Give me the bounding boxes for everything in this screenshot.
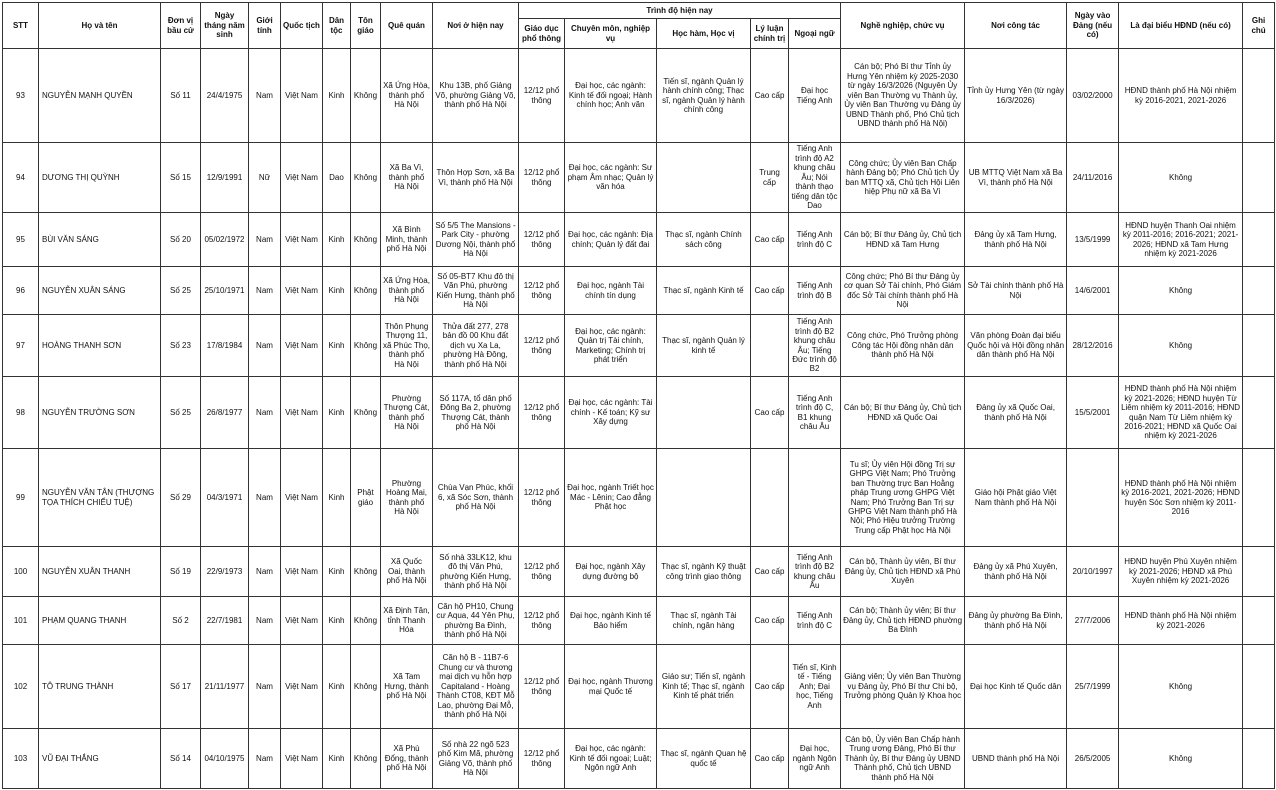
cell-unit: Số 29 [161,449,201,547]
cell-religion: Không [351,547,381,597]
cell-workplace: Văn phòng Đoàn đại biểu Quốc hội và Hội đồng nhân dân thành phố Hà Nội [965,315,1067,377]
cell-party-date: 27/7/2006 [1067,597,1119,645]
cell-delegate: HĐND thành phố Hà Nội nhiệm kỳ 2016-2021, 2021-2026; HĐND huyện Sóc Sơn nhiệm kỳ 2011-2016 [1119,449,1243,547]
cell-politics: Cao cấp [751,267,789,315]
cell-hometown: Xã Bình Minh, thành phố Hà Nội [381,213,433,267]
cell-politics: Cao cấp [751,377,789,449]
cell-gender: Nam [249,315,281,377]
cell-stt: 101 [3,597,39,645]
cell-ethnicity: Kinh [323,315,351,377]
cell-workplace: Đảng ủy xã Tam Hưng, thành phố Hà Nội [965,213,1067,267]
cell-stt: 103 [3,729,39,789]
cell-workplace: Đảng ủy phường Ba Đình, thành phố Hà Nội [965,597,1067,645]
cell-specialty: Đại học, các ngành: Kinh tế đối ngoại; Hành chính học; Anh văn [565,49,657,143]
cell-ethnicity: Dao [323,143,351,213]
cell-edu: 12/12 phổ thông [519,645,565,729]
cell-dob: 22/9/1973 [201,547,249,597]
header-delegate: Là đại biểu HĐND (nếu có) [1119,3,1243,49]
cell-residence: Chùa Vạn Phúc, khối 6, xã Sóc Sơn, thành phố Hà Nội [433,449,519,547]
cell-stt: 100 [3,547,39,597]
cell-dob: 04/10/1975 [201,729,249,789]
cell-specialty: Đại học, các ngành: Địa chính; Quản lý đất đai [565,213,657,267]
cell-workplace: Đảng ủy xã Phú Xuyên, thành phố Hà Nội [965,547,1067,597]
cell-dob: 25/10/1971 [201,267,249,315]
cell-religion: Không [351,729,381,789]
header-edu: Giáo dục phổ thông [519,19,565,49]
cell-party-date: 28/12/2016 [1067,315,1119,377]
cell-note [1243,315,1275,377]
table-header [3,3,1275,49]
cell-stt: 102 [3,645,39,729]
cell-religion: Không [351,645,381,729]
cell-language: Tiếng Anh trình độ A2 khung châu Âu; Nói thành thạo tiếng dân tộc Dao [789,143,841,213]
cell-edu: 12/12 phổ thông [519,729,565,789]
cell-language: Tiếng Anh trình độ C, B1 khung châu Âu [789,377,841,449]
table-row [3,377,1275,449]
cell-gender: Nam [249,377,281,449]
cell-hometown: Xã Ứng Hòa, thành phố Hà Nội [381,49,433,143]
cell-unit: Số 11 [161,49,201,143]
cell-degree: Giáo sư; Tiến sĩ, ngành Kinh tế; Thạc sĩ, ngành Kinh tế phát triển [657,645,751,729]
cell-party-date: 20/10/1997 [1067,547,1119,597]
cell-degree: Thạc sĩ, ngành Quan hệ quốc tế [657,729,751,789]
cell-job: Tu sĩ; Ủy viên Hội đồng Trị sự GHPG Việt Nam; Phó Trưởng ban Thường trực Ban Hoằng pháp Trung ương GHPG Việt Nam; Phó Trưởng Ban Trị sự GHPG Việt Nam thành phố Hà Nội; Phó Hiệu trưởng Trường Trung cấp Phật học Hà Nội [841,449,965,547]
header-unit: Đơn vị bầu cử [161,3,201,49]
header-stt: STT [3,3,39,49]
cell-name: NGUYỄN MẠNH QUYỀN [39,49,161,143]
cell-ethnicity: Kinh [323,547,351,597]
cell-delegate: Không [1119,729,1243,789]
cell-politics [751,315,789,377]
cell-name: PHẠM QUANG THANH [39,597,161,645]
cell-hometown: Phường Hoàng Mai, thành phố Hà Nội [381,449,433,547]
cell-unit: Số 15 [161,143,201,213]
cell-job: Công chức; Phó Bí thư Đảng ủy cơ quan Sở Tài chính, Phó Giám đốc Sở Tài chính thành phố Hà Nội [841,267,965,315]
cell-job: Cán bộ; Phó Bí thư Tỉnh ủy Hưng Yên nhiệm kỳ 2025-2030 từ ngày 16/3/2026 (Nguyên Ủy viên Ban Thường vụ Thành ủy, Ủy viên Ban Thường vụ Đảng ủy UBND Thành phố, Phó Chủ tịch UBND thành phố Hà Nội) [841,49,965,143]
cell-degree: Thạc sĩ, ngành Quản lý kinh tế [657,315,751,377]
header-specialty: Chuyên môn, nghiệp vụ [565,19,657,49]
cell-nationality: Việt Nam [281,143,323,213]
cell-edu: 12/12 phổ thông [519,377,565,449]
cell-edu: 12/12 phổ thông [519,315,565,377]
cell-note [1243,547,1275,597]
cell-party-date [1067,449,1119,547]
cell-dob: 26/8/1977 [201,377,249,449]
header-party-date: Ngày vào Đảng (nếu có) [1067,3,1119,49]
cell-politics: Cao cấp [751,597,789,645]
cell-gender: Nam [249,449,281,547]
table-row [3,49,1275,143]
cell-language [789,449,841,547]
header-language: Ngoại ngữ [789,19,841,49]
cell-specialty: Đại học, các ngành: Quản trị Tài chính, Marketing; Chính trị phát triển [565,315,657,377]
cell-stt: 94 [3,143,39,213]
header-nationality: Quốc tịch [281,3,323,49]
cell-residence: Số 5/5 The Mansions - Park City - phường Dương Nội, thành phố Hà Nội [433,213,519,267]
table-row [3,267,1275,315]
cell-party-date: 25/7/1999 [1067,645,1119,729]
cell-nationality: Việt Nam [281,597,323,645]
cell-dob: 04/3/1971 [201,449,249,547]
cell-stt: 93 [3,49,39,143]
cell-residence: Thửa đất 277, 278 bản đồ 00 Khu đất dịch vụ Xa La, phường Hà Đông, thành phố Hà Nội [433,315,519,377]
cell-delegate: HĐND thành phố Hà Nội nhiệm kỳ 2021-2026 [1119,597,1243,645]
cell-unit: Số 25 [161,267,201,315]
cell-degree: Tiến sĩ, ngành Quản lý hành chính công; Thạc sĩ, ngành Quản lý hành chính công [657,49,751,143]
cell-gender: Nam [249,49,281,143]
cell-note [1243,729,1275,789]
cell-note [1243,449,1275,547]
header-degree: Học hàm, Học vị [657,19,751,49]
cell-religion: Không [351,213,381,267]
cell-nationality: Việt Nam [281,729,323,789]
cell-politics: Cao cấp [751,49,789,143]
cell-unit: Số 17 [161,645,201,729]
cell-ethnicity: Kinh [323,729,351,789]
cell-unit: Số 23 [161,315,201,377]
table-row [3,597,1275,645]
cell-edu: 12/12 phổ thông [519,143,565,213]
cell-name: TÔ TRUNG THÀNH [39,645,161,729]
cell-nationality: Việt Nam [281,547,323,597]
cell-delegate: Không [1119,645,1243,729]
cell-politics [751,449,789,547]
cell-nationality: Việt Nam [281,267,323,315]
cell-stt: 99 [3,449,39,547]
cell-degree: Thạc sĩ, ngành Kinh tế [657,267,751,315]
cell-hometown: Xã Quốc Oai, thành phố Hà Nội [381,547,433,597]
cell-delegate: HĐND huyện Phú Xuyên nhiệm kỳ 2021-2026; HĐND xã Phú Xuyên nhiệm kỳ 2021-2026 [1119,547,1243,597]
cell-politics: Cao cấp [751,645,789,729]
cell-gender: Nam [249,729,281,789]
cell-edu: 12/12 phổ thông [519,547,565,597]
cell-gender: Nam [249,645,281,729]
cell-edu: 12/12 phổ thông [519,449,565,547]
cell-unit: Số 19 [161,547,201,597]
cell-specialty: Đại học, các ngành: Tài chính - Kế toán; Kỹ sư Xây dựng [565,377,657,449]
table-row [3,449,1275,547]
cell-dob: 05/02/1972 [201,213,249,267]
cell-politics: Cao cấp [751,547,789,597]
cell-nationality: Việt Nam [281,377,323,449]
cell-party-date: 14/6/2001 [1067,267,1119,315]
cell-edu: 12/12 phổ thông [519,597,565,645]
table-row [3,143,1275,213]
cell-workplace: Sở Tài chính thành phố Hà Nội [965,267,1067,315]
cell-language: Tiếng Anh trình độ B2 khung châu Âu; Tiếng Đức trình độ B2 [789,315,841,377]
cell-name: NGUYỄN TRƯỜNG SƠN [39,377,161,449]
cell-residence: Số 117A, tổ dân phố Đông Ba 2, phường Thượng Cát, thành phố Hà Nội [433,377,519,449]
cell-religion: Không [351,315,381,377]
cell-name: NGUYỄN XUÂN SÁNG [39,267,161,315]
cell-gender: Nam [249,547,281,597]
cell-delegate: Không [1119,143,1243,213]
cell-residence: Số nhà 33LK12, khu đô thị Văn Phú, phường Kiến Hưng, thành phố Hà Nội [433,547,519,597]
cell-hometown: Xã Ứng Hòa, thành phố Hà Nội [381,267,433,315]
cell-party-date: 24/11/2016 [1067,143,1119,213]
cell-job: Cán bộ, Thành ủy viên, Bí thư Đảng ủy, Chủ tịch HĐND xã Phú Xuyên [841,547,965,597]
cell-gender: Nam [249,267,281,315]
header-dob: Ngày tháng năm sinh [201,3,249,49]
table-row [3,645,1275,729]
cell-delegate: Không [1119,267,1243,315]
cell-name: BÙI VĂN SÁNG [39,213,161,267]
cell-note [1243,267,1275,315]
cell-dob: 21/11/1977 [201,645,249,729]
cell-note [1243,213,1275,267]
cell-party-date: 03/02/2000 [1067,49,1119,143]
cell-delegate: Không [1119,315,1243,377]
cell-party-date: 15/5/2001 [1067,377,1119,449]
cell-delegate: HĐND thành phố Hà Nội nhiệm kỳ 2016-2021, 2021-2026 [1119,49,1243,143]
cell-stt: 97 [3,315,39,377]
cell-hometown: Thôn Phụng Thượng 11, xã Phúc Thọ, thành phố Hà Nội [381,315,433,377]
cell-specialty: Đại học, các ngành: Sư phạm Âm nhạc; Quản lý văn hóa [565,143,657,213]
cell-specialty: Đại học, các ngành: Kinh tế đối ngoại; Luật; Ngôn ngữ Anh [565,729,657,789]
cell-residence: Căn hộ B - 11B7-6 Chung cư và thương mại dịch vụ hỗn hợp Capitaland - Hoàng Thành CT08, KĐT Mỗ Lao, phường Đại Mỗ, thành phố Hà Nội [433,645,519,729]
candidate-table [2,2,1275,789]
cell-ethnicity: Kinh [323,267,351,315]
cell-note [1243,597,1275,645]
cell-specialty: Đại học, ngành Kinh tế Bảo hiểm [565,597,657,645]
cell-nationality: Việt Nam [281,315,323,377]
cell-dob: 12/9/1991 [201,143,249,213]
cell-politics: Cao cấp [751,213,789,267]
cell-politics: Cao cấp [751,729,789,789]
cell-delegate: HĐND thành phố Hà Nội nhiệm kỳ 2021-2026; HĐND huyện Từ Liêm nhiệm kỳ 2011-2016; HĐND quận Nam Từ Liêm nhiệm kỳ 2016-2021; HĐND xã Quốc Oai nhiệm kỳ 2021-2026 [1119,377,1243,449]
cell-edu: 12/12 phổ thông [519,267,565,315]
header-level-group: Trình độ hiện nay [519,3,841,19]
header-gender: Giới tính [249,3,281,49]
cell-residence: Thôn Hợp Sơn, xã Ba Vì, thành phố Hà Nội [433,143,519,213]
cell-note [1243,377,1275,449]
cell-hometown: Xã Phù Đổng, thành phố Hà Nội [381,729,433,789]
cell-degree [657,377,751,449]
cell-language: Tiếng Anh trình độ B [789,267,841,315]
cell-name: NGUYỄN VĂN TÂN (THƯỢNG TỌA THÍCH CHIẾU TUỆ) [39,449,161,547]
table-row [3,547,1275,597]
cell-specialty: Đại học, ngành Thương mại Quốc tế [565,645,657,729]
cell-language: Tiếng Anh trình độ C [789,597,841,645]
cell-gender: Nữ [249,143,281,213]
cell-hometown: Xã Ba Vì, thành phố Hà Nội [381,143,433,213]
cell-dob: 24/4/1975 [201,49,249,143]
cell-language: Tiến sĩ, Kinh tế - Tiếng Anh; Đại học, Tiếng Anh [789,645,841,729]
cell-specialty: Đại học, ngành Triết học Mác - Lênin; Cao đẳng Phật học [565,449,657,547]
cell-stt: 96 [3,267,39,315]
cell-ethnicity: Kinh [323,597,351,645]
cell-stt: 95 [3,213,39,267]
cell-unit: Số 2 [161,597,201,645]
header-ethnicity: Dân tộc [323,3,351,49]
header-name: Họ và tên [39,3,161,49]
cell-workplace: UBND thành phố Hà Nội [965,729,1067,789]
cell-ethnicity: Kinh [323,213,351,267]
cell-party-date: 26/5/2005 [1067,729,1119,789]
cell-religion: Phật giáo [351,449,381,547]
cell-gender: Nam [249,213,281,267]
cell-job: Cán bộ; Bí thư Đảng ủy, Chủ tịch HĐND xã Tam Hưng [841,213,965,267]
cell-hometown: Phường Thượng Cát, thành phố Hà Nội [381,377,433,449]
cell-residence: Khu 13B, phố Giảng Võ, phường Giảng Võ, thành phố Hà Nội [433,49,519,143]
cell-language: Tiếng Anh trình độ B2 khung châu Âu [789,547,841,597]
cell-note [1243,645,1275,729]
cell-job: Cán bộ; Thành ủy viên; Bí thư Đảng ủy, Chủ tịch HĐND phường Ba Đình [841,597,965,645]
cell-job: Giảng viên; Ủy viên Ban Thường vụ Đảng ủy, Phó Bí thư Chi bộ, Trưởng phòng Quản lý Khoa học [841,645,965,729]
cell-note [1243,143,1275,213]
cell-religion: Không [351,49,381,143]
cell-politics: Trung cấp [751,143,789,213]
cell-dob: 17/8/1984 [201,315,249,377]
cell-residence: Số nhà 22 ngõ 523 phố Kim Mã, phường Giảng Võ, thành phố Hà Nội [433,729,519,789]
cell-religion: Không [351,267,381,315]
cell-degree [657,143,751,213]
header-residence: Nơi ở hiện nay [433,3,519,49]
cell-language: Tiếng Anh trình độ C [789,213,841,267]
cell-workplace: UB MTTQ Việt Nam xã Ba Vì, thành phố Hà Nội [965,143,1067,213]
cell-job: Công chức, Phó Trưởng phòng Công tác Hội đồng nhân dân thành phố Hà Nội [841,315,965,377]
cell-job: Công chức; Ủy viên Ban Chấp hành Đảng bộ; Phó Chủ tịch Ủy ban MTTQ xã, Chủ tịch Hội Liên hiệp Phụ nữ xã Ba Vì [841,143,965,213]
header-hometown: Quê quán [381,3,433,49]
cell-language: Đại học Tiếng Anh [789,49,841,143]
header-note: Ghi chú [1243,3,1275,49]
cell-nationality: Việt Nam [281,645,323,729]
cell-stt: 98 [3,377,39,449]
cell-job: Cán bộ; Bí thư Đảng ủy, Chủ tịch HĐND xã Quốc Oai [841,377,965,449]
cell-residence: Căn hộ PH10, Chung cư Aqua, 44 Yên Phụ, phường Ba Đình, thành phố Hà Nội [433,597,519,645]
cell-nationality: Việt Nam [281,49,323,143]
cell-nationality: Việt Nam [281,213,323,267]
header-politics: Lý luận chính trị [751,19,789,49]
cell-specialty: Đại học, ngành Xây dựng đường bộ [565,547,657,597]
cell-party-date: 13/5/1999 [1067,213,1119,267]
header-job: Nghề nghiệp, chức vụ [841,3,965,49]
cell-name: VŨ ĐẠI THẮNG [39,729,161,789]
cell-edu: 12/12 phổ thông [519,213,565,267]
cell-workplace: Đảng ủy xã Quốc Oai, thành phố Hà Nội [965,377,1067,449]
cell-gender: Nam [249,597,281,645]
header-religion: Tôn giáo [351,3,381,49]
table-body [3,49,1275,789]
cell-job: Cán bộ, Ủy viên Ban Chấp hành Trung ương Đảng, Phó Bí thư Thành ủy, Bí thư Đảng ủy UBND Thành phố, Chủ tịch UBND thành phố Hà Nội [841,729,965,789]
cell-ethnicity: Kinh [323,49,351,143]
cell-degree: Thạc sĩ, ngành Chính sách công [657,213,751,267]
table-row [3,213,1275,267]
cell-ethnicity: Kinh [323,377,351,449]
cell-note [1243,49,1275,143]
cell-unit: Số 25 [161,377,201,449]
cell-hometown: Xã Định Tân, tỉnh Thanh Hóa [381,597,433,645]
cell-name: DƯƠNG THỊ QUỲNH [39,143,161,213]
table-row [3,729,1275,789]
cell-name: NGUYỄN XUÂN THANH [39,547,161,597]
cell-degree: Thạc sĩ, ngành Tài chính, ngân hàng [657,597,751,645]
cell-edu: 12/12 phổ thông [519,49,565,143]
header-workplace: Nơi công tác [965,3,1067,49]
cell-unit: Số 14 [161,729,201,789]
cell-hometown: Xã Tam Hưng, thành phố Hà Nội [381,645,433,729]
cell-nationality: Việt Nam [281,449,323,547]
cell-name: HOÀNG THANH SƠN [39,315,161,377]
cell-unit: Số 20 [161,213,201,267]
cell-residence: Số 05-BT7 Khu đô thị Văn Phú, phường Kiến Hưng, thành phố Hà Nội [433,267,519,315]
cell-ethnicity: Kinh [323,449,351,547]
cell-workplace: Tỉnh ủy Hưng Yên (từ ngày 16/3/2026) [965,49,1067,143]
cell-religion: Không [351,597,381,645]
cell-ethnicity: Kinh [323,645,351,729]
cell-religion: Không [351,377,381,449]
cell-degree [657,449,751,547]
cell-religion: Không [351,143,381,213]
cell-workplace: Đại học Kinh tế Quốc dân [965,645,1067,729]
table-row [3,315,1275,377]
cell-workplace: Giáo hội Phật giáo Việt Nam thành phố Hà Nội [965,449,1067,547]
cell-language: Đại học, ngành Ngôn ngữ Anh [789,729,841,789]
cell-delegate: HĐND huyện Thanh Oai nhiệm kỳ 2011-2016; 2016-2021; 2021-2026; HĐND xã Tam Hưng nhiệm kỳ 2021-2026 [1119,213,1243,267]
cell-degree: Thạc sĩ, ngành Kỹ thuật công trình giao thông [657,547,751,597]
cell-dob: 22/7/1981 [201,597,249,645]
cell-specialty: Đại học, ngành Tài chính tín dụng [565,267,657,315]
